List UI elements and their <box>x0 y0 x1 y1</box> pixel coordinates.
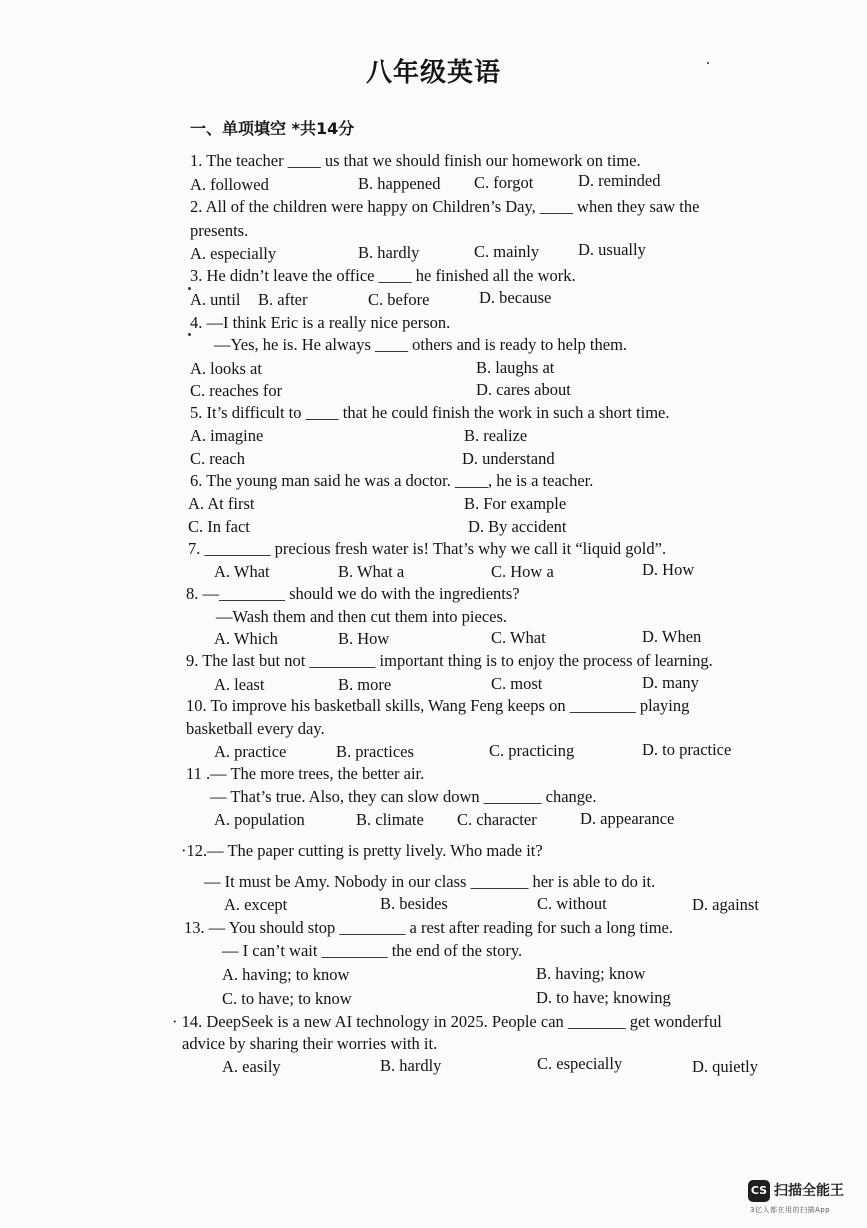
question-10-option-d: D. to practice <box>642 740 732 759</box>
question-12-option-b: B. besides <box>380 894 448 913</box>
question-11-text: 11 .— The more trees, the better air. <box>186 764 425 783</box>
camscanner-logo-icon: CS <box>748 1180 770 1202</box>
question-14-option-c: C. especially <box>537 1054 623 1073</box>
scanner-watermark <box>748 1178 858 1218</box>
question-8-option-d: D. When <box>642 627 702 646</box>
question-6-option-b: B. For example <box>464 494 567 513</box>
question-5-option-d: D. understand <box>462 449 555 468</box>
question-5-text: 5. It’s difficult to ____ that he could finish the work in such a short time. <box>190 403 670 422</box>
question-8-option-a: A. Which <box>214 629 278 648</box>
question-11-option-a: A. population <box>214 810 305 829</box>
question-12-text: ·12.— The paper cutting is pretty lively. Who made it? <box>181 841 543 860</box>
question-14-option-d: D. quietly <box>692 1057 758 1076</box>
question-11-option-d: D. appearance <box>580 809 675 828</box>
question-2-text: 2. All of the children were happy on Children’s Day, ____ when they saw the <box>190 197 700 216</box>
question-9-text: 9. The last but not ________ important thing is to enjoy the process of learning. <box>186 651 713 670</box>
question-4-text: 4. —I think Eric is a really nice person. <box>190 313 451 332</box>
question-3-text: 3. He didn’t leave the office ____ he finished all the work. <box>190 266 576 285</box>
question-11-option-b: B. climate <box>356 810 424 829</box>
question-14-option-a: A. easily <box>222 1057 281 1076</box>
question-1-option-c: C. forgot <box>474 173 534 192</box>
question-8-text-cont: —Wash them and then cut them into pieces. <box>216 607 508 626</box>
question-4-option-d: D. cares about <box>476 380 571 399</box>
question-11-option-c: C. character <box>457 810 537 829</box>
question-2-option-d: D. usually <box>578 240 646 259</box>
question-14-text-cont: advice by sharing their worries with it. <box>182 1034 438 1053</box>
question-9-option-d: D. many <box>642 673 699 692</box>
section-heading: 一、单项填空 *共14分 <box>190 119 355 138</box>
question-6-option-c: C. In fact <box>188 517 250 536</box>
question-10-option-c: C. practicing <box>489 741 575 760</box>
question-13-option-a: A. having; to know <box>222 965 350 984</box>
question-6-option-a: A. At first <box>188 494 255 513</box>
question-13-text-cont: — I can’t wait ________ the end of the story. <box>222 941 523 960</box>
question-2-option-c: C. mainly <box>474 242 540 261</box>
question-5-option-b: B. realize <box>464 426 528 445</box>
question-4-option-b: B. laughs at <box>476 358 555 377</box>
question-1-text: 1. The teacher ____ us that we should finish our homework on time. <box>190 151 641 170</box>
question-9-option-c: C. most <box>491 674 543 693</box>
question-1-option-a: A. followed <box>190 175 269 194</box>
question-7-option-b: B. What a <box>338 562 405 581</box>
question-6-text: 6. The young man said he was a doctor. ____, he is a teacher. <box>190 471 594 490</box>
question-2-text-cont: presents. <box>190 221 249 240</box>
question-12-option-d: D. against <box>692 895 759 914</box>
question-10-text-cont: basketball every day. <box>186 719 325 738</box>
question-10-text: 10. To improve his basketball skills, Wang Feng keeps on ________ playing <box>186 696 690 715</box>
question-13-option-c: C. to have; to know <box>222 989 352 1008</box>
question-6-option-d: D. By accident <box>468 517 567 536</box>
question-14-text: · 14. DeepSeek is a new AI technology in 2025. People can _______ get wonderful <box>172 1012 722 1031</box>
question-4-option-a: A. looks at <box>190 359 262 378</box>
watermark-name: 扫描全能王 <box>774 1183 844 1199</box>
question-4-text-cont: —Yes, he is. He always ____ others and is ready to help them. <box>214 335 628 354</box>
question-7-option-c: C. How a <box>491 562 554 581</box>
question-5-option-c: C. reach <box>190 449 245 468</box>
question-3-option-c: C. before <box>368 290 430 309</box>
question-7-option-d: D. How <box>642 560 695 579</box>
question-12-option-c: C. without <box>537 894 607 913</box>
question-14-option-b: B. hardly <box>380 1056 442 1075</box>
question-10-option-b: B. practices <box>336 742 414 761</box>
question-8-option-c: C. What <box>491 628 546 647</box>
watermark-tagline: 3亿人都在用的扫描App <box>750 1206 831 1214</box>
question-13-option-d: D. to have; knowing <box>536 988 671 1007</box>
question-7-option-a: A. What <box>214 562 270 581</box>
question-1-option-b: B. happened <box>358 174 441 193</box>
question-9-option-a: A. least <box>214 675 265 694</box>
question-9-option-b: B. more <box>338 675 392 694</box>
question-10-option-a: A. practice <box>214 742 287 761</box>
question-3-option-a: A. until <box>190 290 241 309</box>
scan-speck <box>188 287 191 290</box>
question-3-option-d: D. because <box>479 288 552 307</box>
question-8-text: 8. —________ should we do with the ingredients? <box>186 584 520 603</box>
question-13-option-b: B. having; know <box>536 964 646 983</box>
scan-speck <box>707 62 709 64</box>
scan-speck <box>188 333 191 336</box>
question-3-option-b: B. after <box>258 290 308 309</box>
page-title: 八年级英语 <box>365 58 501 88</box>
question-7-text: 7. ________ precious fresh water is! That’s why we call it “liquid gold”. <box>188 539 667 558</box>
question-13-text: 13. — You should stop ________ a rest after reading for such a long time. <box>184 918 673 937</box>
question-12-option-a: A. except <box>224 895 288 914</box>
question-11-text-cont: — That’s true. Also, they can slow down _______ change. <box>210 787 597 806</box>
question-5-option-a: A. imagine <box>190 426 264 445</box>
question-1-option-d: D. reminded <box>578 171 661 190</box>
question-12-text-cont: — It must be Amy. Nobody in our class _______ her is able to do it. <box>204 872 656 891</box>
question-2-option-a: A. especially <box>190 244 277 263</box>
question-2-option-b: B. hardly <box>358 243 420 262</box>
question-8-option-b: B. How <box>338 629 390 648</box>
question-4-option-c: C. reaches for <box>190 381 283 400</box>
